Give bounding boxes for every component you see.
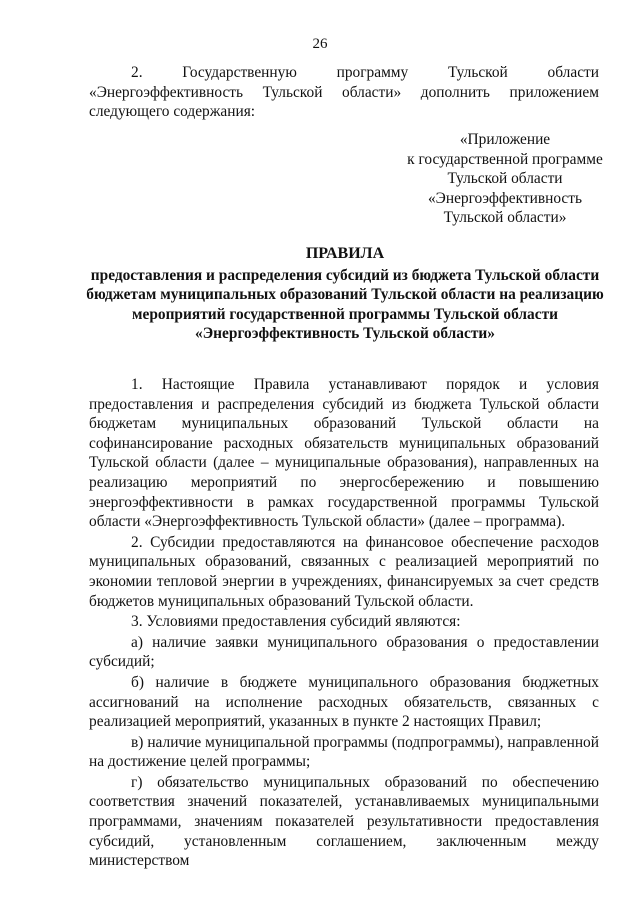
- paragraph: 1. Настоящие Правила устанавливают порядок и условия предоставления и распределения субсидий из бюджета Тульской области бюджетам муниципальных образований Тульской области на софинансирование расходных обязательств муниципальных образований Тульской области (далее – муниципальные образования), направленных на реализацию мероприятий по энергосбережению и повышению энергоэффективности в рамках государственной программы Тульской области «Энергоэффективность Тульской области» (далее – программа).: [89, 376, 599, 531]
- appendix-line: к государственной программе: [407, 150, 603, 168]
- paragraph: г) обязательство муниципальных образований по обеспечению соответствия значений показателей, устанавливаемых муниципальными программами, значениям показателей результативности предоставления субсидий, установленным соглашением, заключенным между министерством: [89, 773, 599, 870]
- paragraph: а) наличие заявки муниципального образования о предоставлении субсидий;: [89, 633, 599, 671]
- rules-title: [60, 244, 630, 344]
- appendix-header: [400, 130, 610, 228]
- appendix-line: «Приложение: [459, 131, 551, 148]
- appendix-line: Тульской области: [447, 170, 563, 188]
- paragraph: б) наличие в бюджете муниципального образования бюджетных ассигнований на исполнение расходных обязательств, связанных с реализацией мероприятий, указанных в пункте 2 настоящих Правил;: [89, 673, 599, 731]
- appendix-line: «Энергоэффективность: [427, 189, 583, 207]
- rules-subtitle: предоставления и распределения субсидий из бюджета Тульской области бюджетам муниципальных образований Тульской области на реализацию мероприятий государственной программы Тульской области «Энергоэффективность Тульской области»: [86, 266, 604, 343]
- page-number: 26: [312, 36, 328, 52]
- paragraph: 3. Условиями предоставления субсидий являются:: [131, 613, 461, 631]
- rules-heading: ПРАВИЛА: [305, 245, 385, 262]
- paragraph: 2. Субсидии предоставляются на финансовое обеспечение расходов муниципальных образований, связанных с реализацией мероприятий по экономии тепловой энергии в учреждениях, финансируемых за счет средств бюджетов муниципальных образований Тульской области.: [89, 533, 599, 610]
- paragraph: в) наличие муниципальной программы (подпрограммы), направленной на достижение целей программы;: [89, 733, 599, 771]
- appendix-line: Тульской области»: [443, 209, 567, 227]
- intro-paragraph: 2. Государственную программу Тульской области «Энергоэффективность Тульской области» дополнить приложением следующего содержания:: [89, 64, 599, 121]
- rules-body: [89, 375, 599, 871]
